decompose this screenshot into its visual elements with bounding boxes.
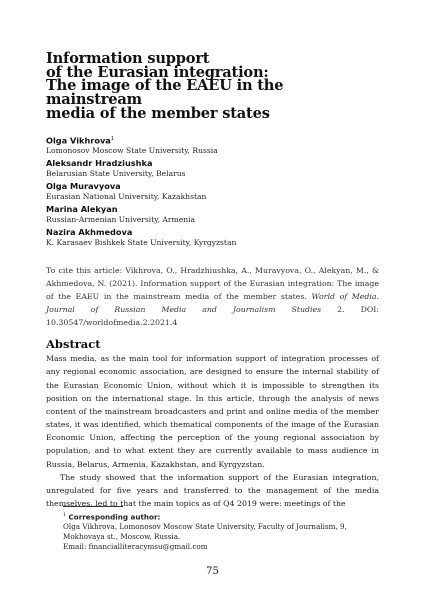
citation-block <box>46 264 379 329</box>
author-affiliation: K. Karasaev Bishkek State University, Kyrgyzstan <box>46 238 237 248</box>
author-name: Aleksandr Hradziushka <box>46 158 153 169</box>
author-affiliation: Eurasian National University, Kazakhstan <box>46 192 207 202</box>
author-entry <box>46 227 379 248</box>
abstract-body <box>46 352 379 510</box>
author-affiliation: Lomonosov Moscow State University, Russia <box>46 146 218 156</box>
author-entry <box>46 158 379 179</box>
page-number: 75 <box>206 566 219 577</box>
author-entry <box>46 181 379 202</box>
footnote-email: Email: financialliteracymsu@gmail.com <box>63 542 208 552</box>
abstract-heading: Abstract <box>46 337 101 352</box>
title-line: The image of the EAEU in the mainstream <box>46 77 284 109</box>
abstract-paragraph: Mass media, as the main tool for information support of integration processes of any regional economic association, are designed to ensure the internal stability of the Eurasian Economic Union, without which it is impossible to strengthen its position on the international stage. In this article, through the analysis of news content of the mainstream broadcasters and print and online media of the member states, it was identified, which thematical components of the image of the Eurasian Economic Union, affecting the perception of the young regional association by population, and to what extent they are currently available to mass audience in Russia, Belarus, Armenia, Kazakhstan, and Kyrgyzstan. <box>46 354 379 469</box>
author-name: Marina Alekyan <box>46 204 118 215</box>
citation-doi: 2. DOI: 10.30547/worldofmedia.2.2021.4 <box>46 305 379 328</box>
journal-name: World of Media. Journal of Russian Media and Journalism Studies <box>46 292 380 315</box>
footnote <box>63 510 373 552</box>
footnote-marker: 1 <box>110 135 114 142</box>
title-line: Information support <box>46 50 210 67</box>
author-name: Nazira Akhmedova <box>46 227 133 238</box>
author-list <box>46 134 379 249</box>
author-affiliation: Russian-Armenian University, Armenia <box>46 215 196 225</box>
author-name: Olga Vikhrova <box>46 135 111 146</box>
footnote-divider <box>63 506 123 507</box>
title-line: media of the member states <box>46 104 270 122</box>
article-page <box>46 52 379 510</box>
footnote-line: Mokhovaya st., Moscow, Russia. <box>63 532 181 542</box>
author-entry <box>46 204 379 225</box>
footnote-line: Olga Vikhrova, Lomonosov Moscow State University, Faculty of Journalism, 9, <box>63 522 347 532</box>
title-line: of the Eurasian integration: <box>46 63 269 81</box>
author-affiliation: Belarusian State University, Belarus <box>46 169 186 179</box>
author-entry <box>46 134 379 157</box>
footnote-marker: 1 <box>63 512 67 518</box>
citation-text: To cite this article: Vikhrova, O., Hradzhiushka, A., Muravyova, O., Alekyan, M., & Akhmedova, N. (2021). Information support of the Eurasian integration: The image of the EAEU in the mainstream media of the member states. <box>46 266 379 302</box>
author-name: Olga Muravyova <box>46 181 121 192</box>
footnote-heading: Corresponding author: <box>68 512 161 522</box>
article-title <box>46 52 379 121</box>
abstract-paragraph: The study showed that the information support of the Eurasian integration, unregulated for five years and transferred to the management of the media themselves, led to that the main topics as of Q4 2019 were: meetings of the <box>46 472 379 508</box>
